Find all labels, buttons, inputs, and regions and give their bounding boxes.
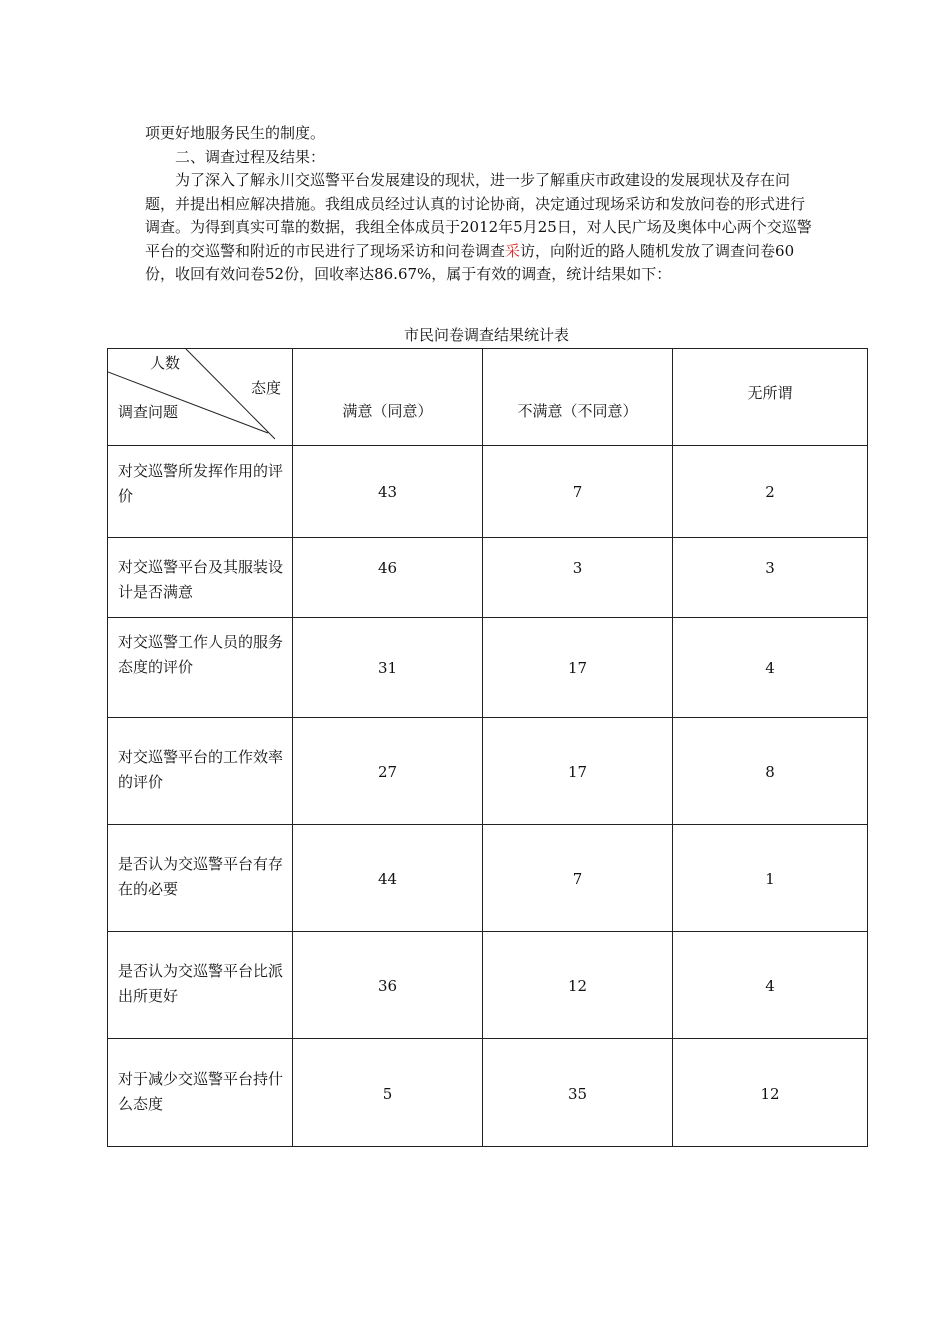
- row-question: 对于减少交巡警平台持什么态度: [108, 1039, 293, 1147]
- cell-dissatisfied: 7: [483, 825, 673, 932]
- cell-indifferent: 4: [673, 932, 868, 1039]
- cell-indifferent: 2: [673, 446, 868, 538]
- section-heading: 二、调查过程及结果：: [175, 147, 326, 166]
- cell-indifferent: 12: [673, 1039, 868, 1147]
- paragraph-text-part2: 访，向附近的路人随机发放了调查问卷60份，收回有效问卷52份，回收率达86.67%，属于有效的调查，统计结果如下：: [145, 241, 795, 283]
- cell-satisfied: 44: [293, 825, 483, 932]
- survey-results-table: [107, 348, 868, 1147]
- cell-dissatisfied: 3: [483, 538, 673, 618]
- row-question: 对交巡警平台及其服装设计是否满意: [108, 538, 293, 618]
- table-row: [108, 932, 868, 1039]
- intro-text: [145, 122, 813, 287]
- cell-dissatisfied: 17: [483, 718, 673, 825]
- table-row: [108, 825, 868, 932]
- diagonal-lines-icon: [108, 349, 292, 446]
- cell-satisfied: 43: [293, 446, 483, 538]
- corner-label-question: 调查问题: [118, 403, 179, 421]
- paragraph-text-part1: 为了深入了解永川交巡警平台发展建设的现状，进一步了解重庆市政建设的发展现状及存在问题，并提出相应解决措施。我组成员经过认真的讨论协商，决定通过现场采访和发放问卷的形式进行调查。为得到真实可靠的数据，我组全体成员于2012年5月25日，对人民广场及奥体中心两个交巡警平台的交巡警和附近的市民进行了现场采访和问卷调查: [145, 171, 812, 260]
- column-header-indifferent: 无所谓: [673, 349, 868, 446]
- row-question: 对交巡警平台的工作效率的评价: [108, 718, 293, 825]
- row-question: 是否认为交巡警平台比派出所更好: [108, 932, 293, 1039]
- cell-indifferent: 8: [673, 718, 868, 825]
- table-row: [108, 718, 868, 825]
- table-header-row: [108, 349, 868, 446]
- cell-satisfied: 27: [293, 718, 483, 825]
- corner-label-attitude: 态度: [251, 379, 282, 397]
- cell-dissatisfied: 17: [483, 618, 673, 718]
- intro-paragraph: [145, 169, 813, 287]
- cell-satisfied: 31: [293, 618, 483, 718]
- cell-dissatisfied: 35: [483, 1039, 673, 1147]
- table-row: [108, 538, 868, 618]
- cell-indifferent: 4: [673, 618, 868, 718]
- cell-satisfied: 46: [293, 538, 483, 618]
- cell-satisfied: 36: [293, 932, 483, 1039]
- corner-header-cell: [108, 349, 293, 446]
- cell-dissatisfied: 7: [483, 446, 673, 538]
- intro-line: 项更好地服务民生的制度。: [145, 124, 326, 142]
- cell-satisfied: 5: [293, 1039, 483, 1147]
- table-row: [108, 446, 868, 538]
- column-header-satisfied: 满意（同意）: [293, 349, 483, 446]
- cell-indifferent: 1: [673, 825, 868, 932]
- row-question: 对交巡警所发挥作用的评价: [108, 446, 293, 538]
- highlighted-char: 采: [505, 241, 521, 260]
- table-row: [108, 618, 868, 718]
- row-question: 是否认为交巡警平台有存在的必要: [108, 825, 293, 932]
- corner-label-count: 人数: [150, 354, 181, 372]
- column-header-dissatisfied: 不满意（不同意）: [483, 349, 673, 446]
- table-row: [108, 1039, 868, 1147]
- table-caption: 市民问卷调查结果统计表: [403, 326, 569, 344]
- cell-dissatisfied: 12: [483, 932, 673, 1039]
- cell-indifferent: 3: [673, 538, 868, 618]
- row-question: 对交巡警工作人员的服务态度的评价: [108, 618, 293, 718]
